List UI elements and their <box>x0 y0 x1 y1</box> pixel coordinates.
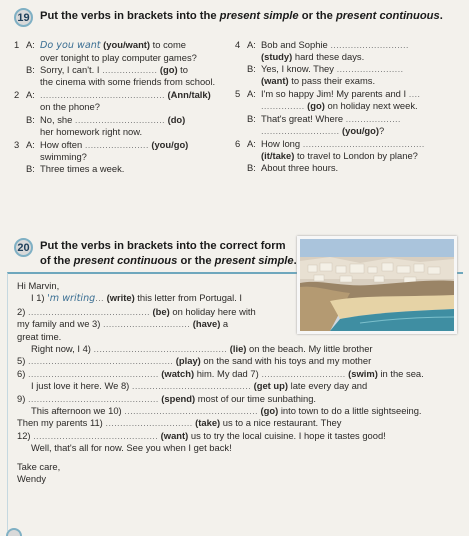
text-fragment: 2) <box>17 305 28 317</box>
verb-prompt: (Ann/talk) <box>164 89 211 101</box>
text-fragment: on holiday here with <box>169 305 256 317</box>
text-fragment: Hi Marvin, <box>17 280 60 291</box>
line-text <box>261 162 463 174</box>
text-fragment: hard these days. <box>292 51 365 63</box>
verb-prompt: (play) <box>173 355 201 367</box>
text-fragment: Then my parents 11) <box>17 417 106 429</box>
letter-line <box>17 417 459 429</box>
verb-prompt: (want) <box>261 75 289 87</box>
answer-blank[interactable]: ............................... <box>74 113 165 125</box>
dialogue-line <box>14 139 228 151</box>
text-fragment: to travel to London by plane? <box>294 149 418 161</box>
line-text <box>40 64 228 76</box>
text-fragment: ? <box>379 124 385 136</box>
text-fragment: Wendy <box>17 473 47 485</box>
text-fragment: late every day and <box>288 380 368 392</box>
text-fragment: us to a nice restaurant. They <box>220 417 342 429</box>
handwritten-answer: 'm writing <box>47 293 96 305</box>
continuation-line: her homework right now. <box>40 125 143 137</box>
verb-prompt: (do) <box>164 113 186 125</box>
speaker-label: B: <box>26 64 35 76</box>
dialogue-line <box>235 162 463 174</box>
letter-line <box>17 343 459 355</box>
answer-blank[interactable]: ....................... <box>336 63 404 75</box>
answer-blank[interactable]: ........................................... <box>33 429 159 441</box>
verb-prompt: (you/go) <box>148 138 189 150</box>
text-fragment: Well, that's all for now. See you when I get back! <box>31 442 232 454</box>
text-fragment: on the beach. My little brother <box>246 343 373 355</box>
item-number: 5 <box>235 88 241 100</box>
dialogue-line <box>235 138 463 150</box>
coastal-town-photo <box>297 236 457 334</box>
dialogue-line <box>14 114 228 126</box>
verb-prompt: (study) <box>261 51 293 63</box>
answer-blank[interactable]: ........................... <box>261 124 340 136</box>
item-number <box>235 162 247 174</box>
item-number: 4 <box>235 39 241 50</box>
speaker-label: A: <box>26 39 35 50</box>
text-fragment: That's great! Where <box>261 112 346 124</box>
line-text <box>261 88 463 100</box>
text-fragment: Three times a week. <box>40 162 125 174</box>
exercise-number-badge: 20 <box>14 238 33 257</box>
speaker-label: B: <box>247 112 256 124</box>
continuation-line <box>235 51 463 63</box>
letter-line <box>17 430 459 442</box>
text-fragment: How often <box>40 138 85 150</box>
verb-prompt: (have) <box>190 318 221 330</box>
answer-blank[interactable]: ...................... <box>84 138 149 150</box>
speaker-label: A: <box>247 39 256 50</box>
text-fragment: him. My dad 7) <box>194 367 262 379</box>
verb-prompt: (watch) <box>158 367 195 379</box>
line-text <box>40 89 228 101</box>
verb-prompt: (swim) <box>345 367 378 379</box>
speaker-label: A: <box>26 89 35 101</box>
text-fragment: About three hours. <box>261 161 339 173</box>
continuation-line <box>235 100 463 112</box>
text-fragment: I'm so happy Jim! My parents and I <box>261 88 409 100</box>
verb-prompt: (write) <box>103 292 135 304</box>
answer-blank[interactable]: ................... <box>345 112 401 124</box>
speaker-label: A: <box>26 138 35 150</box>
letter-line <box>17 368 459 380</box>
line-text <box>40 39 228 52</box>
text-fragment: I just love it here. We 8) <box>31 380 132 392</box>
item-number <box>235 113 247 125</box>
line-text <box>261 113 463 125</box>
text-fragment: most of our time sunbathing. <box>195 392 317 404</box>
text-fragment: 9) <box>17 392 28 404</box>
text-fragment: in the sea. <box>377 367 424 379</box>
verb-prompt: (want) <box>158 429 189 441</box>
continuation-line <box>235 75 463 87</box>
exercise-19-instructions: Put the verbs in brackets into the present simple or the present continuous. <box>40 10 443 22</box>
answer-blank[interactable]: ............... <box>261 100 305 112</box>
speaker-label: B: <box>26 162 35 174</box>
letter-line <box>17 442 459 454</box>
letter-line <box>17 393 459 405</box>
answer-blank[interactable]: .............................................. <box>93 343 228 355</box>
handwritten-answer: Do you want <box>40 40 101 51</box>
speaker-label: B: <box>26 113 35 125</box>
continuation-line: on the phone? <box>40 101 100 113</box>
exercise-20-instructions: Put the verbs in brackets into the correct form of the present continuous or the present simple. <box>40 240 297 267</box>
text-fragment: into town to do a little sightseeing. <box>278 405 422 417</box>
answer-blank[interactable]: .......................................... <box>27 305 150 317</box>
exercise-item <box>14 139 228 175</box>
dialogue-line <box>235 63 463 75</box>
answer-blank[interactable]: ........................... <box>330 39 409 50</box>
letter-line <box>17 461 459 473</box>
text-fragment: us to try the local cuisine. I hope it tastes good! <box>188 429 386 441</box>
item-number <box>14 114 26 126</box>
text-fragment: to come <box>150 39 186 50</box>
answer-blank[interactable]: ............................. <box>261 367 346 379</box>
verb-prompt: (lie) <box>227 343 247 355</box>
dialogue-line <box>235 88 463 100</box>
answer-blank[interactable]: .................................................. <box>27 355 174 367</box>
line-text <box>261 138 463 150</box>
text-fragment: a <box>220 318 229 330</box>
dialogue-line <box>14 89 228 101</box>
line-text <box>40 139 228 151</box>
text-fragment: Sorry, I can't. I <box>40 64 103 76</box>
answer-blank[interactable]: ............................................. <box>27 367 159 379</box>
answer-blank[interactable]: ................... <box>102 64 158 76</box>
answer-blank[interactable]: ............................................. <box>27 392 159 404</box>
text-fragment: to <box>177 64 189 76</box>
line-text <box>261 39 463 51</box>
text-fragment: Yes, I know. They <box>261 63 337 75</box>
answer-blank[interactable]: .............................. <box>105 417 193 429</box>
item-number: 1 <box>14 39 20 50</box>
dialogue-line <box>14 39 228 52</box>
verb-prompt: (you/want) <box>100 39 151 50</box>
text-fragment: 6) <box>17 367 28 379</box>
item-number: 6 <box>235 137 241 149</box>
answer-blank[interactable]: ........................................... <box>40 89 165 101</box>
line-text <box>40 163 228 175</box>
text-fragment: on the sand with his toys and my mother <box>200 355 372 367</box>
answer-blank[interactable]: ......................................... <box>131 380 252 392</box>
verb-prompt: (spend) <box>158 392 196 404</box>
exercise-19-left-column <box>14 39 228 176</box>
exercise-item <box>235 88 463 136</box>
verb-prompt: (take) <box>192 417 221 429</box>
dialogue-line <box>14 64 228 76</box>
text-fragment: great time. <box>17 330 62 342</box>
item-number <box>14 64 26 76</box>
continuation-line <box>235 125 463 137</box>
exercise-19-header <box>14 8 443 27</box>
text-fragment: to pass their exams. <box>288 75 376 87</box>
text-fragment: I 1) <box>31 292 48 304</box>
verb-prompt: (go) <box>304 100 325 112</box>
text-fragment: on holiday next week. <box>324 100 418 112</box>
text-fragment: 12) <box>17 429 34 441</box>
continuation-line: the cinema with some friends from school. <box>40 76 216 88</box>
text-fragment: my family and we 3) <box>17 318 103 330</box>
verb-prompt: (be) <box>149 305 170 317</box>
item-number: 2 <box>14 89 20 101</box>
answer-blank[interactable]: .............................. <box>102 318 191 330</box>
continuation-line: swimming? <box>40 150 87 162</box>
exercise-item <box>235 138 463 174</box>
exercise-20-header <box>14 238 297 269</box>
text-fragment: No, she <box>40 113 75 125</box>
letter-line <box>17 405 459 417</box>
verb-prompt: (go) <box>257 405 279 417</box>
letter-line <box>17 355 459 367</box>
answer-blank[interactable]: .... <box>408 88 421 100</box>
item-number <box>235 63 247 75</box>
verb-prompt: (get up) <box>251 380 288 392</box>
dialogue-line <box>235 39 463 51</box>
item-number <box>14 163 26 175</box>
text-fragment: Bob and Sophie <box>261 39 331 50</box>
exercise-item <box>14 89 228 137</box>
continuation-line <box>235 150 463 162</box>
text-fragment: Take care, <box>17 460 61 472</box>
text-fragment: How long <box>261 137 303 149</box>
dialogue-line <box>14 163 228 175</box>
speaker-label: A: <box>247 137 256 149</box>
continuation-line: over tonight to play computer games? <box>40 52 197 64</box>
exercise-19-right-column <box>235 39 463 175</box>
text-fragment: Right now, I 4) <box>31 343 94 355</box>
speaker-label: B: <box>247 63 256 75</box>
exercise-item <box>14 39 228 88</box>
line-text <box>40 114 228 126</box>
letter-line <box>17 380 459 392</box>
text-fragment: this letter from Portugal. I <box>134 292 243 304</box>
answer-blank[interactable]: ... <box>95 292 104 304</box>
item-number: 3 <box>14 138 20 150</box>
answer-blank[interactable]: .............................................. <box>124 405 258 417</box>
photo-illustration <box>300 239 454 331</box>
speaker-label: A: <box>247 88 256 100</box>
text-fragment: This afternoon we 10) <box>31 405 125 417</box>
exercise-item <box>235 39 463 87</box>
dialogue-line <box>235 113 463 125</box>
text-fragment: 5) <box>17 355 28 367</box>
answer-blank[interactable]: .......................................... <box>302 137 425 149</box>
verb-prompt: (you/go) <box>339 124 380 136</box>
speaker-label: B: <box>247 161 256 173</box>
letter-line <box>17 473 459 485</box>
verb-prompt: (it/take) <box>261 149 295 161</box>
line-text <box>261 63 463 75</box>
verb-prompt: (go) <box>157 64 178 76</box>
exercise-number-badge: 19 <box>14 8 33 27</box>
